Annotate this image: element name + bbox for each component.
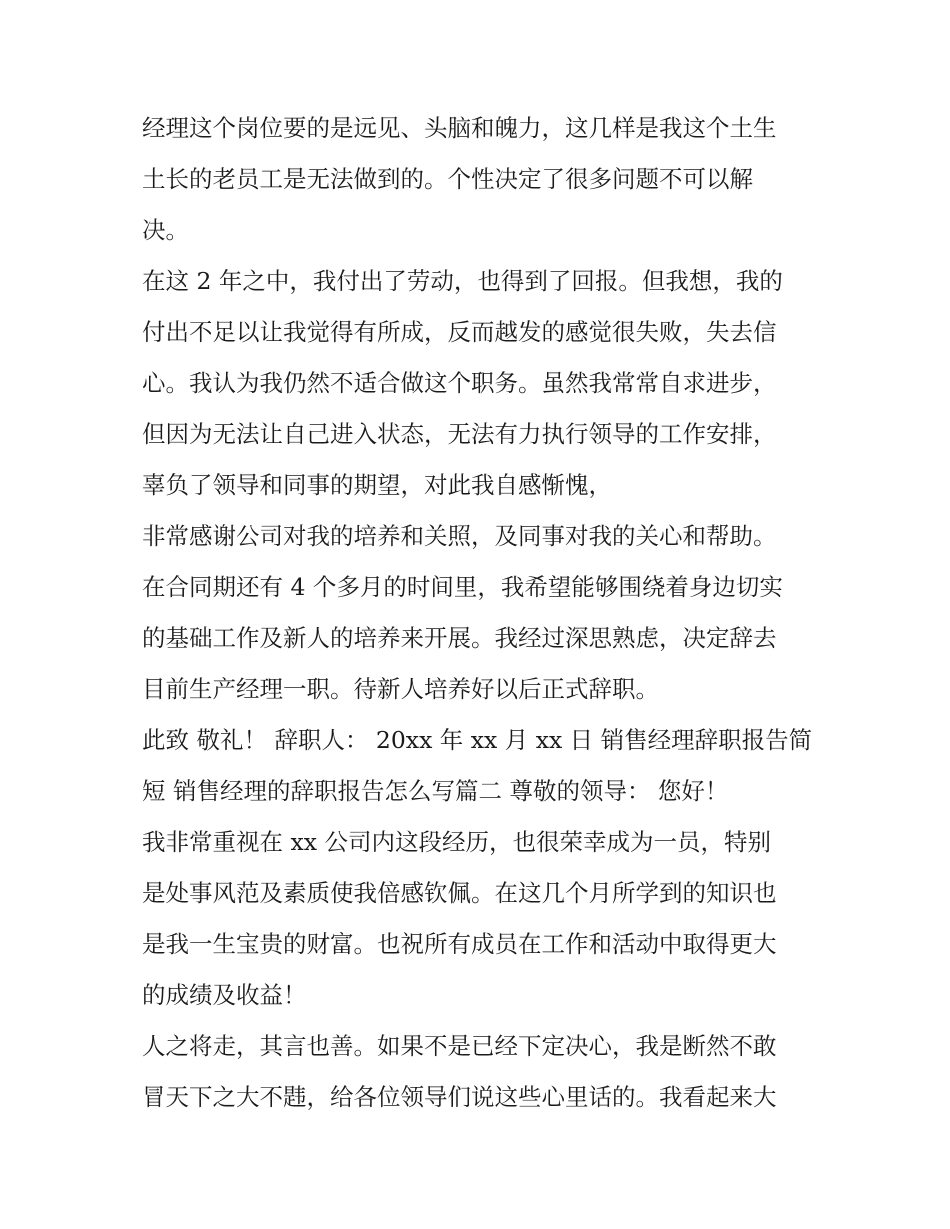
text-line: 是处事风范及素质使我倍感钦佩。在这几个月所学到的知识也	[142, 879, 777, 907]
text-line: 的成绩及收益！	[142, 981, 307, 1009]
text-line: 是我一生宝贵的财富。也祝所有成员在工作和活动中取得更大	[142, 930, 777, 958]
text-line: 非常感谢公司对我的培养和关照，及同事对我的关心和帮助。	[142, 522, 777, 550]
text-line: 在合同期还有 4 个多月的时间里，我希望能够围绕着身边切实	[142, 573, 783, 601]
text-line: 的基础工作及新人的培养来开展。我经过深思熟虑，决定辞去	[142, 624, 777, 652]
text-line: 心。我认为我仍然不适合做这个职务。虽然我常常自求进步，	[142, 369, 777, 397]
text-line: 决。	[142, 216, 189, 244]
text-line: 付出不足以让我觉得有所成，反而越发的感觉很失败，失去信	[142, 318, 777, 346]
text-line: 在这 2 年之中，我付出了劳动，也得到了回报。但我想，我的	[142, 267, 783, 295]
document-body	[142, 103, 817, 1123]
text-line: 辜负了领导和同事的期望，对此我自感惭愧，	[142, 471, 612, 499]
text-line: 但因为无法让自己进入状态，无法有力执行领导的工作安排，	[142, 420, 777, 448]
text-line: 此致 敬礼！ 辞职人： 20xx 年 xx 月 xx 日 销售经理辞职报告简	[142, 726, 813, 754]
text-line: 土长的老员工是无法做到的。个性决定了很多问题不可以解	[142, 165, 753, 193]
text-line: 目前生产经理一职。待新人培养好以后正式辞职。	[142, 675, 659, 703]
text-line: 经理这个岗位要的是远见、头脑和魄力，这几样是我这个土生	[142, 114, 777, 142]
text-line: 人之将走，其言也善。如果不是已经下定决心，我是断然不敢	[142, 1032, 777, 1060]
text-line: 短 销售经理的辞职报告怎么写篇二 尊敬的领导： 您好！	[142, 777, 729, 805]
text-line: 我非常重视在 xx 公司内这段经历，也很荣幸成为一员，特别	[142, 828, 771, 856]
text-line: 冒天下之大不韪，给各位领导们说这些心里话的。我看起来大	[142, 1083, 777, 1111]
